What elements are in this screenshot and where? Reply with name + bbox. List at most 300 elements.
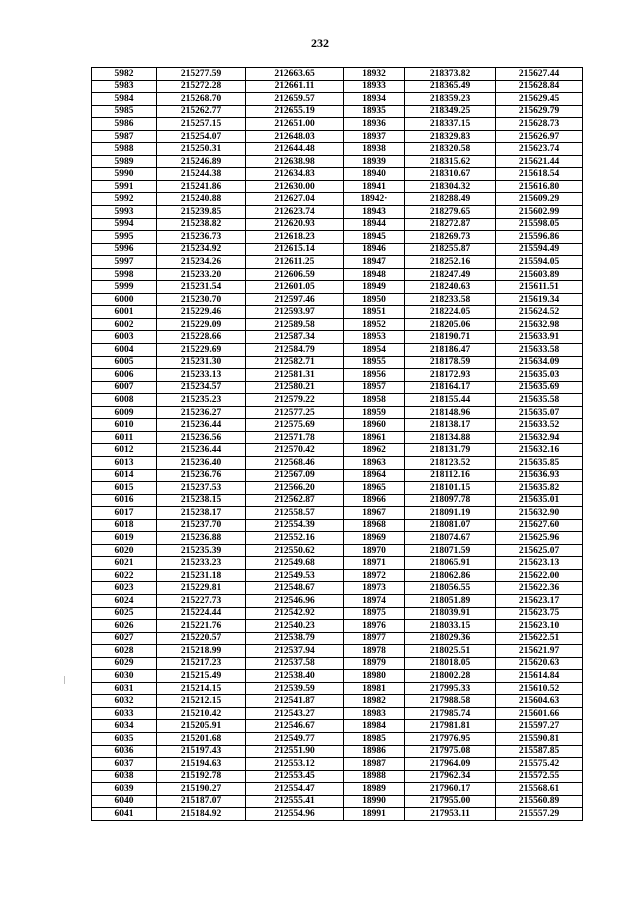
y-coordinate-a-cell: 212537.58 (246, 657, 344, 670)
y-coordinate-b-cell: 215627.44 (496, 68, 583, 81)
x-coordinate-a-cell: 215233.13 (157, 369, 246, 382)
point-number-b-cell: 18986 (344, 745, 405, 758)
y-coordinate-a-cell: 212584.79 (246, 344, 344, 357)
y-coordinate-b-cell: 215616.80 (496, 180, 583, 193)
point-number-a-cell: 5991 (92, 180, 157, 193)
x-coordinate-b-cell: 218155.44 (405, 394, 496, 407)
table-row (92, 143, 583, 156)
point-number-b-cell: 18942· (344, 193, 405, 206)
x-coordinate-a-cell: 215197.43 (157, 745, 246, 758)
y-coordinate-a-cell: 212597.46 (246, 293, 344, 306)
x-coordinate-a-cell: 215210.42 (157, 707, 246, 720)
y-coordinate-a-cell: 212552.16 (246, 532, 344, 545)
y-coordinate-a-cell: 212549.77 (246, 732, 344, 745)
point-number-b-cell: 18951 (344, 306, 405, 319)
x-coordinate-b-cell: 218123.52 (405, 456, 496, 469)
point-number-a-cell: 6014 (92, 469, 157, 482)
y-coordinate-a-cell: 212538.40 (246, 670, 344, 683)
x-coordinate-a-cell: 215187.07 (157, 795, 246, 808)
x-coordinate-a-cell: 215235.39 (157, 544, 246, 557)
y-coordinate-a-cell: 212554.47 (246, 783, 344, 796)
y-coordinate-a-cell: 212611.25 (246, 256, 344, 269)
point-number-b-cell: 18958 (344, 394, 405, 407)
y-coordinate-b-cell: 215624.52 (496, 306, 583, 319)
point-number-b-cell: 18961 (344, 431, 405, 444)
point-number-a-cell: 6005 (92, 356, 157, 369)
y-coordinate-a-cell: 212589.58 (246, 318, 344, 331)
point-number-b-cell: 18962 (344, 444, 405, 457)
table-row (92, 456, 583, 469)
y-coordinate-b-cell: 215635.03 (496, 369, 583, 382)
y-coordinate-a-cell: 212570.42 (246, 444, 344, 457)
point-number-b-cell: 18990 (344, 795, 405, 808)
x-coordinate-a-cell: 215234.26 (157, 256, 246, 269)
x-coordinate-b-cell: 218247.49 (405, 268, 496, 281)
point-number-b-cell: 18936 (344, 118, 405, 131)
y-coordinate-a-cell: 212659.57 (246, 93, 344, 106)
point-number-b-cell: 18969 (344, 532, 405, 545)
x-coordinate-a-cell: 215215.49 (157, 670, 246, 683)
x-coordinate-b-cell: 217995.33 (405, 682, 496, 695)
y-coordinate-a-cell: 212575.69 (246, 419, 344, 432)
y-coordinate-b-cell: 215629.45 (496, 93, 583, 106)
x-coordinate-a-cell: 215268.70 (157, 93, 246, 106)
y-coordinate-a-cell: 212615.14 (246, 243, 344, 256)
y-coordinate-b-cell: 215609.29 (496, 193, 583, 206)
y-coordinate-b-cell: 215603.89 (496, 268, 583, 281)
x-coordinate-b-cell: 218240.63 (405, 281, 496, 294)
x-coordinate-a-cell: 215217.23 (157, 657, 246, 670)
x-coordinate-a-cell: 215236.73 (157, 231, 246, 244)
point-number-a-cell: 6013 (92, 456, 157, 469)
table-row (92, 356, 583, 369)
point-number-a-cell: 5996 (92, 243, 157, 256)
y-coordinate-b-cell: 215622.00 (496, 569, 583, 582)
y-coordinate-b-cell: 215596.86 (496, 231, 583, 244)
point-number-b-cell: 18982 (344, 695, 405, 708)
x-coordinate-b-cell: 218288.49 (405, 193, 496, 206)
x-coordinate-a-cell: 215272.28 (157, 80, 246, 93)
x-coordinate-b-cell: 217955.00 (405, 795, 496, 808)
x-coordinate-a-cell: 215212.15 (157, 695, 246, 708)
y-coordinate-a-cell: 212580.21 (246, 381, 344, 394)
point-number-b-cell: 18945 (344, 231, 405, 244)
table-row (92, 770, 583, 783)
point-number-a-cell: 6011 (92, 431, 157, 444)
table-row (92, 231, 583, 244)
x-coordinate-a-cell: 215262.77 (157, 105, 246, 118)
point-number-b-cell: 18932 (344, 68, 405, 81)
point-number-a-cell: 6003 (92, 331, 157, 344)
y-coordinate-a-cell: 212541.87 (246, 695, 344, 708)
table-row (92, 620, 583, 633)
x-coordinate-a-cell: 215227.73 (157, 594, 246, 607)
table-row (92, 268, 583, 281)
y-coordinate-a-cell: 212549.53 (246, 569, 344, 582)
y-coordinate-a-cell: 212634.83 (246, 168, 344, 181)
y-coordinate-b-cell: 215635.82 (496, 482, 583, 495)
x-coordinate-b-cell: 218131.79 (405, 444, 496, 457)
y-coordinate-a-cell: 212546.67 (246, 720, 344, 733)
point-number-b-cell: 18966 (344, 494, 405, 507)
point-number-b-cell: 18938 (344, 143, 405, 156)
table-row (92, 569, 583, 582)
point-number-b-cell: 18956 (344, 369, 405, 382)
x-coordinate-a-cell: 215236.44 (157, 444, 246, 457)
point-number-b-cell: 18972 (344, 569, 405, 582)
point-number-b-cell: 18944 (344, 218, 405, 231)
y-coordinate-a-cell: 212601.05 (246, 281, 344, 294)
y-coordinate-a-cell: 212648.03 (246, 130, 344, 143)
point-number-a-cell: 6018 (92, 519, 157, 532)
y-coordinate-a-cell: 212630.00 (246, 180, 344, 193)
y-coordinate-b-cell: 215621.97 (496, 645, 583, 658)
x-coordinate-b-cell: 218097.78 (405, 494, 496, 507)
y-coordinate-a-cell: 212553.12 (246, 758, 344, 771)
x-coordinate-a-cell: 215237.70 (157, 519, 246, 532)
x-coordinate-b-cell: 217985.74 (405, 707, 496, 720)
y-coordinate-b-cell: 215618.54 (496, 168, 583, 181)
x-coordinate-a-cell: 215190.27 (157, 783, 246, 796)
x-coordinate-a-cell: 215220.57 (157, 632, 246, 645)
point-number-a-cell: 5993 (92, 206, 157, 219)
point-number-a-cell: 6031 (92, 682, 157, 695)
point-number-b-cell: 18970 (344, 544, 405, 557)
point-number-b-cell: 18957 (344, 381, 405, 394)
y-coordinate-b-cell: 215622.51 (496, 632, 583, 645)
x-coordinate-a-cell: 215240.88 (157, 193, 246, 206)
point-number-a-cell: 6040 (92, 795, 157, 808)
coordinates-table (91, 67, 583, 821)
point-number-a-cell: 6015 (92, 482, 157, 495)
y-coordinate-a-cell: 212546.96 (246, 594, 344, 607)
point-number-b-cell: 18978 (344, 645, 405, 658)
y-coordinate-b-cell: 215601.66 (496, 707, 583, 720)
x-coordinate-a-cell: 215229.46 (157, 306, 246, 319)
point-number-b-cell: 18973 (344, 582, 405, 595)
y-coordinate-b-cell: 215627.60 (496, 519, 583, 532)
y-coordinate-a-cell: 212606.59 (246, 268, 344, 281)
point-number-a-cell: 6006 (92, 369, 157, 382)
point-number-b-cell: 18948 (344, 268, 405, 281)
y-coordinate-b-cell: 215635.69 (496, 381, 583, 394)
y-coordinate-b-cell: 215560.89 (496, 795, 583, 808)
table-row (92, 431, 583, 444)
table-row (92, 594, 583, 607)
x-coordinate-a-cell: 215221.76 (157, 620, 246, 633)
point-number-b-cell: 18940 (344, 168, 405, 181)
y-coordinate-a-cell: 212582.71 (246, 356, 344, 369)
y-coordinate-b-cell: 215633.91 (496, 331, 583, 344)
point-number-b-cell: 18937 (344, 130, 405, 143)
x-coordinate-a-cell: 215237.53 (157, 482, 246, 495)
point-number-a-cell: 5999 (92, 281, 157, 294)
table-row (92, 193, 583, 206)
point-number-b-cell: 18955 (344, 356, 405, 369)
point-number-a-cell: 6032 (92, 695, 157, 708)
x-coordinate-b-cell: 218255.87 (405, 243, 496, 256)
x-coordinate-a-cell: 215238.82 (157, 218, 246, 231)
y-coordinate-a-cell: 212568.46 (246, 456, 344, 469)
point-number-a-cell: 5994 (92, 218, 157, 231)
point-number-b-cell: 18953 (344, 331, 405, 344)
y-coordinate-b-cell: 215629.79 (496, 105, 583, 118)
y-coordinate-a-cell: 212655.19 (246, 105, 344, 118)
y-coordinate-a-cell: 212651.00 (246, 118, 344, 131)
point-number-b-cell: 18980 (344, 670, 405, 683)
table-row (92, 758, 583, 771)
x-coordinate-b-cell: 218101.15 (405, 482, 496, 495)
point-number-b-cell: 18967 (344, 507, 405, 520)
table-row (92, 93, 583, 106)
point-number-b-cell: 18971 (344, 557, 405, 570)
point-number-b-cell: 18975 (344, 607, 405, 620)
x-coordinate-a-cell: 215277.59 (157, 68, 246, 81)
table-row (92, 118, 583, 131)
y-coordinate-a-cell: 212558.57 (246, 507, 344, 520)
table-row (92, 482, 583, 495)
point-number-a-cell: 6016 (92, 494, 157, 507)
table-row (92, 68, 583, 81)
x-coordinate-b-cell: 218033.15 (405, 620, 496, 633)
x-coordinate-a-cell: 215231.54 (157, 281, 246, 294)
y-coordinate-a-cell: 212542.92 (246, 607, 344, 620)
y-coordinate-b-cell: 215632.90 (496, 507, 583, 520)
x-coordinate-a-cell: 215218.99 (157, 645, 246, 658)
point-number-a-cell: 6029 (92, 657, 157, 670)
y-coordinate-b-cell: 215635.01 (496, 494, 583, 507)
y-coordinate-a-cell: 212539.59 (246, 682, 344, 695)
table-row (92, 155, 583, 168)
table-row (92, 419, 583, 432)
x-coordinate-b-cell: 218252.16 (405, 256, 496, 269)
y-coordinate-b-cell: 215557.29 (496, 808, 583, 821)
point-number-a-cell: 6001 (92, 306, 157, 319)
x-coordinate-a-cell: 215184.92 (157, 808, 246, 821)
table-row (92, 243, 583, 256)
x-coordinate-b-cell: 218074.67 (405, 532, 496, 545)
point-number-a-cell: 6027 (92, 632, 157, 645)
y-coordinate-a-cell: 212587.34 (246, 331, 344, 344)
x-coordinate-b-cell: 218138.17 (405, 419, 496, 432)
y-coordinate-b-cell: 215622.36 (496, 582, 583, 595)
x-coordinate-a-cell: 215234.92 (157, 243, 246, 256)
y-coordinate-a-cell: 212663.65 (246, 68, 344, 81)
y-coordinate-b-cell: 215623.75 (496, 607, 583, 620)
x-coordinate-b-cell: 218337.15 (405, 118, 496, 131)
x-coordinate-b-cell: 218051.89 (405, 594, 496, 607)
point-number-b-cell: 18960 (344, 419, 405, 432)
point-number-b-cell: 18976 (344, 620, 405, 633)
table-row (92, 344, 583, 357)
table-row (92, 180, 583, 193)
point-number-b-cell: 18979 (344, 657, 405, 670)
y-coordinate-a-cell: 212593.97 (246, 306, 344, 319)
point-number-a-cell: 6039 (92, 783, 157, 796)
point-number-a-cell: 6023 (92, 582, 157, 595)
table-row (92, 494, 583, 507)
y-coordinate-a-cell: 212638.98 (246, 155, 344, 168)
y-coordinate-a-cell: 212627.04 (246, 193, 344, 206)
x-coordinate-b-cell: 218315.62 (405, 155, 496, 168)
x-coordinate-b-cell: 218233.58 (405, 293, 496, 306)
x-coordinate-a-cell: 215228.66 (157, 331, 246, 344)
x-coordinate-a-cell: 215192.78 (157, 770, 246, 783)
y-coordinate-a-cell: 212554.39 (246, 519, 344, 532)
point-number-a-cell: 5985 (92, 105, 157, 118)
x-coordinate-b-cell: 218025.51 (405, 645, 496, 658)
point-number-b-cell: 18989 (344, 783, 405, 796)
x-coordinate-b-cell: 218039.91 (405, 607, 496, 620)
y-coordinate-a-cell: 212661.11 (246, 80, 344, 93)
point-number-a-cell: 6028 (92, 645, 157, 658)
point-number-b-cell: 18933 (344, 80, 405, 93)
x-coordinate-b-cell: 218029.36 (405, 632, 496, 645)
y-coordinate-a-cell: 212567.09 (246, 469, 344, 482)
table-row (92, 645, 583, 658)
point-number-b-cell: 18965 (344, 482, 405, 495)
x-coordinate-a-cell: 215241.86 (157, 180, 246, 193)
x-coordinate-b-cell: 218172.93 (405, 369, 496, 382)
table-row (92, 130, 583, 143)
table-row (92, 306, 583, 319)
y-coordinate-b-cell: 215610.52 (496, 682, 583, 695)
point-number-a-cell: 6026 (92, 620, 157, 633)
x-coordinate-b-cell: 218205.06 (405, 318, 496, 331)
x-coordinate-a-cell: 215254.07 (157, 130, 246, 143)
point-number-b-cell: 18983 (344, 707, 405, 720)
y-coordinate-b-cell: 215632.16 (496, 444, 583, 457)
table-row (92, 707, 583, 720)
point-number-a-cell: 6012 (92, 444, 157, 457)
x-coordinate-b-cell: 218349.25 (405, 105, 496, 118)
point-number-b-cell: 18934 (344, 93, 405, 106)
x-coordinate-b-cell: 218359.23 (405, 93, 496, 106)
point-number-b-cell: 18935 (344, 105, 405, 118)
y-coordinate-a-cell: 212554.96 (246, 808, 344, 821)
point-number-a-cell: 6024 (92, 594, 157, 607)
table-row (92, 632, 583, 645)
x-coordinate-b-cell: 218224.05 (405, 306, 496, 319)
x-coordinate-a-cell: 215239.85 (157, 206, 246, 219)
point-number-a-cell: 6025 (92, 607, 157, 620)
point-number-a-cell: 5988 (92, 143, 157, 156)
point-number-a-cell: 6030 (92, 670, 157, 683)
y-coordinate-b-cell: 215597.27 (496, 720, 583, 733)
table-row (92, 80, 583, 93)
table-row (92, 783, 583, 796)
x-coordinate-b-cell: 218164.17 (405, 381, 496, 394)
point-number-b-cell: 18950 (344, 293, 405, 306)
point-number-b-cell: 18981 (344, 682, 405, 695)
x-coordinate-a-cell: 215230.70 (157, 293, 246, 306)
y-coordinate-b-cell: 215634.09 (496, 356, 583, 369)
table-row (92, 795, 583, 808)
x-coordinate-a-cell: 215229.09 (157, 318, 246, 331)
x-coordinate-b-cell: 218329.83 (405, 130, 496, 143)
table-row (92, 507, 583, 520)
point-number-a-cell: 6004 (92, 344, 157, 357)
y-coordinate-b-cell: 215628.84 (496, 80, 583, 93)
x-coordinate-b-cell: 218018.05 (405, 657, 496, 670)
y-coordinate-a-cell: 212543.27 (246, 707, 344, 720)
table-row (92, 732, 583, 745)
table-row (92, 394, 583, 407)
y-coordinate-a-cell: 212550.62 (246, 544, 344, 557)
x-coordinate-a-cell: 215238.15 (157, 494, 246, 507)
x-coordinate-b-cell: 217981.81 (405, 720, 496, 733)
table-row (92, 544, 583, 557)
x-coordinate-b-cell: 218112.16 (405, 469, 496, 482)
y-coordinate-a-cell: 212579.22 (246, 394, 344, 407)
point-number-a-cell: 6033 (92, 707, 157, 720)
y-coordinate-b-cell: 215623.13 (496, 557, 583, 570)
x-coordinate-b-cell: 218178.59 (405, 356, 496, 369)
y-coordinate-b-cell: 215636.93 (496, 469, 583, 482)
x-coordinate-a-cell: 215246.89 (157, 155, 246, 168)
point-number-b-cell: 18941 (344, 180, 405, 193)
y-coordinate-b-cell: 215598.05 (496, 218, 583, 231)
y-coordinate-a-cell: 212562.87 (246, 494, 344, 507)
point-number-b-cell: 18977 (344, 632, 405, 645)
y-coordinate-a-cell: 212620.93 (246, 218, 344, 231)
x-coordinate-a-cell: 215250.31 (157, 143, 246, 156)
y-coordinate-b-cell: 215619.34 (496, 293, 583, 306)
y-coordinate-b-cell: 215626.97 (496, 130, 583, 143)
point-number-a-cell: 5982 (92, 68, 157, 81)
y-coordinate-b-cell: 215611.51 (496, 281, 583, 294)
table-row (92, 381, 583, 394)
y-coordinate-b-cell: 215620.63 (496, 657, 583, 670)
point-number-a-cell: 6017 (92, 507, 157, 520)
point-number-a-cell: 6000 (92, 293, 157, 306)
table-row (92, 519, 583, 532)
x-coordinate-b-cell: 218056.55 (405, 582, 496, 595)
point-number-a-cell: 6021 (92, 557, 157, 570)
table-row (92, 745, 583, 758)
point-number-a-cell: 6002 (92, 318, 157, 331)
y-coordinate-b-cell: 215623.10 (496, 620, 583, 633)
table-row (92, 369, 583, 382)
point-number-a-cell: 5984 (92, 93, 157, 106)
x-coordinate-b-cell: 218310.67 (405, 168, 496, 181)
y-coordinate-b-cell: 215633.58 (496, 344, 583, 357)
point-number-a-cell: 5995 (92, 231, 157, 244)
x-coordinate-a-cell: 215257.15 (157, 118, 246, 131)
point-number-a-cell: 6009 (92, 406, 157, 419)
y-coordinate-b-cell: 215568.61 (496, 783, 583, 796)
x-coordinate-a-cell: 215205.91 (157, 720, 246, 733)
point-number-a-cell: 5998 (92, 268, 157, 281)
table-row (92, 331, 583, 344)
x-coordinate-a-cell: 215238.17 (157, 507, 246, 520)
point-number-a-cell: 6035 (92, 732, 157, 745)
y-coordinate-a-cell: 212540.23 (246, 620, 344, 633)
table-row (92, 557, 583, 570)
x-coordinate-a-cell: 215231.18 (157, 569, 246, 582)
x-coordinate-b-cell: 218062.86 (405, 569, 496, 582)
point-number-a-cell: 5987 (92, 130, 157, 143)
point-number-b-cell: 18952 (344, 318, 405, 331)
table-row (92, 406, 583, 419)
x-coordinate-a-cell: 215236.27 (157, 406, 246, 419)
point-number-a-cell: 5986 (92, 118, 157, 131)
point-number-b-cell: 18943 (344, 206, 405, 219)
point-number-a-cell: 6037 (92, 758, 157, 771)
point-number-a-cell: 5992 (92, 193, 157, 206)
table-row (92, 670, 583, 683)
point-number-a-cell: 6034 (92, 720, 157, 733)
